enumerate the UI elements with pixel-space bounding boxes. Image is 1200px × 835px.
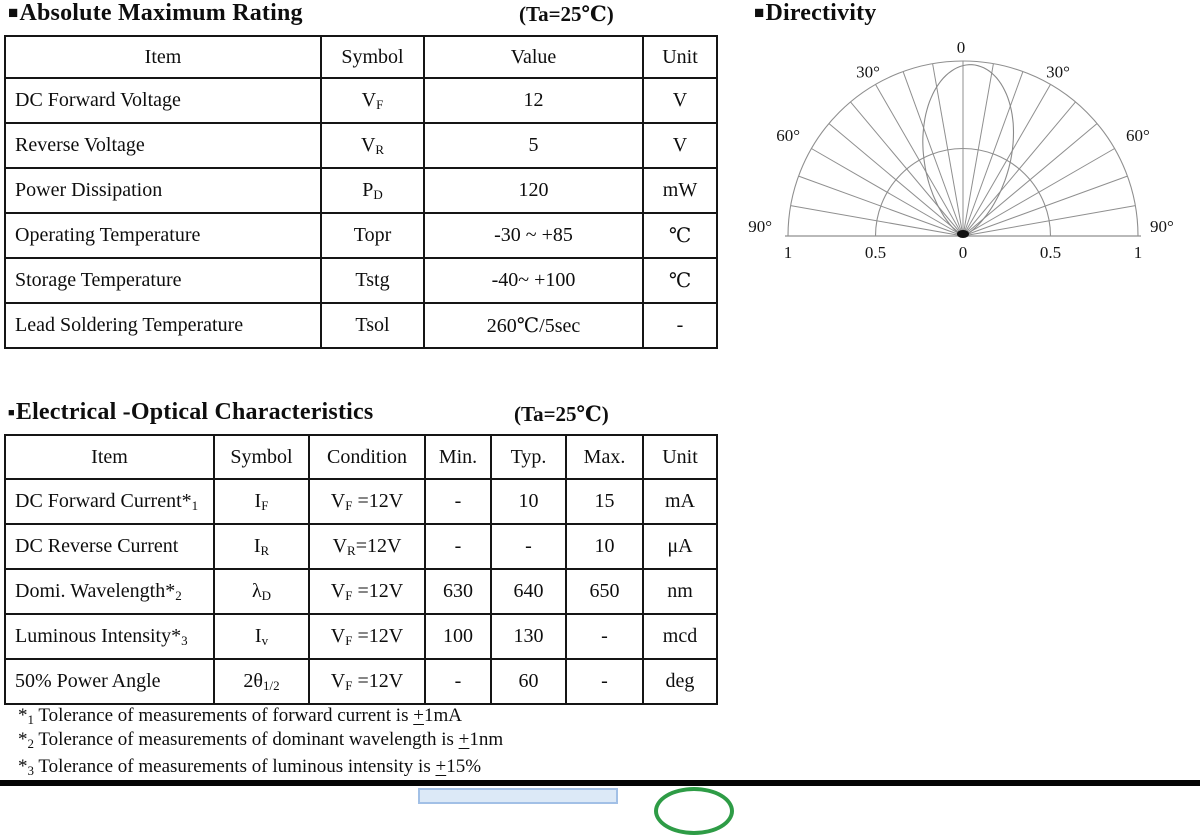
condition-cell: $V_F =12V$ [309, 659, 425, 704]
item-cell: Lead Soldering Temperature [5, 303, 321, 348]
typ-cell: 640 [491, 569, 566, 614]
condition-cell: $V_F =12V$ [309, 569, 425, 614]
svg-text:30°: 30° [856, 62, 880, 82]
unit-cell: mW [643, 168, 717, 213]
min-cell: 100 [425, 614, 491, 659]
item-cell: Power Dissipation [5, 168, 321, 213]
svg-text:0.5: 0.5 [864, 243, 887, 262]
item-cell: DC Reverse Current [5, 524, 214, 569]
svg-text:1: 1 [1133, 243, 1143, 262]
symbol-cell: $I_R$ [214, 524, 309, 569]
max-cell: 650 [566, 569, 643, 614]
table-row [5, 614, 717, 659]
condition-cell: $V_F =12V$ [309, 614, 425, 659]
section-title-text: Directivity [765, 0, 877, 26]
min-cell: - [425, 524, 491, 569]
square-bullet-icon: ■ [8, 407, 15, 419]
min-cell: 630 [425, 569, 491, 614]
column-header-value: Value [424, 36, 643, 78]
max-cell: 15 [566, 479, 643, 524]
unit-cell: - [643, 303, 717, 348]
directivity-chart [728, 28, 1200, 272]
unit-cell: mA [643, 479, 717, 524]
column-header-item: Item [5, 435, 214, 479]
column-header-max: Max. [566, 435, 643, 479]
max-cell: - [566, 659, 643, 704]
item-cell: Reverse Voltage [5, 123, 321, 168]
column-header-typ: Typ. [491, 435, 566, 479]
symbol-cell: $2\theta_{1/2}$ [214, 659, 309, 704]
item-cell: DC Forward $Current*_1$ [5, 479, 214, 524]
footnote-3: $*_3$ Tolerance of measurements of luminous intensity is +15% [18, 756, 482, 778]
typ-cell: 130 [491, 614, 566, 659]
square-bullet-icon: ■ [754, 3, 765, 22]
item-cell: DC Forward Voltage [5, 78, 321, 123]
table-row [5, 123, 717, 168]
symbol-cell: Topr [321, 213, 424, 258]
divider-bar [0, 780, 1200, 786]
blue-box [418, 788, 618, 804]
electrical-optical-table [4, 434, 718, 705]
svg-text:1: 1 [783, 243, 793, 262]
condition-cell: $V_F =12V$ [309, 479, 425, 524]
symbol-cell: $I_F$ [214, 479, 309, 524]
eo-ta-note: (Ta=25℃) [514, 402, 609, 426]
column-header-condition: Condition [309, 435, 425, 479]
table-row [5, 258, 717, 303]
unit-cell: deg [643, 659, 717, 704]
min-cell: - [425, 479, 491, 524]
max-cell: 10 [566, 524, 643, 569]
value-cell: 120 [424, 168, 643, 213]
section-title-text: Absolute Maximum Rating [19, 0, 303, 26]
table-row [5, 78, 717, 123]
svg-text:90°: 90° [748, 217, 772, 236]
table-row [5, 659, 717, 704]
svg-text:60°: 60° [1125, 126, 1150, 145]
unit-cell: V [643, 123, 717, 168]
symbol-cell: $I_v$ [214, 614, 309, 659]
unit-cell: mcd [643, 614, 717, 659]
value-cell: -40~ +100 [424, 258, 643, 303]
condition-cell: $V_R=12V$ [309, 524, 425, 569]
column-header-symbol: Symbol [321, 36, 424, 78]
column-header-unit: Unit [643, 36, 717, 78]
column-header-unit: Unit [643, 435, 717, 479]
abs-max-ta-note: (Ta=25℃) [519, 2, 614, 26]
item-cell: Luminous $Intensity*_3$ [5, 614, 214, 659]
column-header-symbol: Symbol [214, 435, 309, 479]
table-row [5, 303, 717, 348]
table-row [5, 213, 717, 258]
column-header-item: Item [5, 36, 321, 78]
item-cell: Operating Temperature [5, 213, 321, 258]
column-header-min: Min. [425, 435, 491, 479]
value-cell: 12 [424, 78, 643, 123]
unit-cell: ℃ [643, 213, 717, 258]
svg-text:0: 0 [958, 243, 968, 262]
symbol-cell: $\lambda_D$ [214, 569, 309, 614]
footnote-2: $*_2$ Tolerance of measurements of dominant wavelength is +1nm [18, 729, 504, 751]
section-title-text: Electrical -Optical Characteristics [15, 399, 374, 425]
symbol-cell: $V_R$ [321, 123, 424, 168]
item-cell: 50% Power Angle [5, 659, 214, 704]
unit-cell: μA [643, 524, 717, 569]
table-row [5, 569, 717, 614]
table-row [5, 524, 717, 569]
eo-section-title [8, 399, 373, 426]
table-row [5, 168, 717, 213]
symbol-cell: $P_D$ [321, 168, 424, 213]
typ-cell: 60 [491, 659, 566, 704]
green-arc [654, 787, 734, 835]
table-header-row [5, 36, 717, 78]
svg-text:90°: 90° [1150, 217, 1174, 236]
value-cell: 5 [424, 123, 643, 168]
typ-cell: - [491, 524, 566, 569]
svg-text:30°: 30° [1046, 62, 1070, 82]
symbol-cell: Tstg [321, 258, 424, 303]
absolute-maximum-rating-table [4, 35, 718, 349]
symbol-cell: $V_F$ [321, 78, 424, 123]
value-cell: 260℃/5sec [424, 303, 643, 348]
item-cell: Domi. $Wavelength*_2$ [5, 569, 214, 614]
max-cell: - [566, 614, 643, 659]
unit-cell: ℃ [643, 258, 717, 303]
table-header-row [5, 435, 717, 479]
abs-max-section-title [8, 0, 303, 27]
typ-cell: 10 [491, 479, 566, 524]
unit-cell: V [643, 78, 717, 123]
item-cell: Storage Temperature [5, 258, 321, 303]
value-cell: -30 ~ +85 [424, 213, 643, 258]
symbol-cell: Tsol [321, 303, 424, 348]
directivity-section-title [754, 0, 877, 27]
unit-cell: nm [643, 569, 717, 614]
svg-text:0: 0 [956, 38, 966, 57]
footnote-1: $*_1$ Tolerance of measurements of forward current is +1mA [18, 705, 462, 727]
table-row [5, 479, 717, 524]
square-bullet-icon: ■ [8, 3, 19, 22]
svg-text:0.5: 0.5 [1039, 243, 1062, 262]
svg-text:60°: 60° [776, 126, 801, 145]
min-cell: - [425, 659, 491, 704]
